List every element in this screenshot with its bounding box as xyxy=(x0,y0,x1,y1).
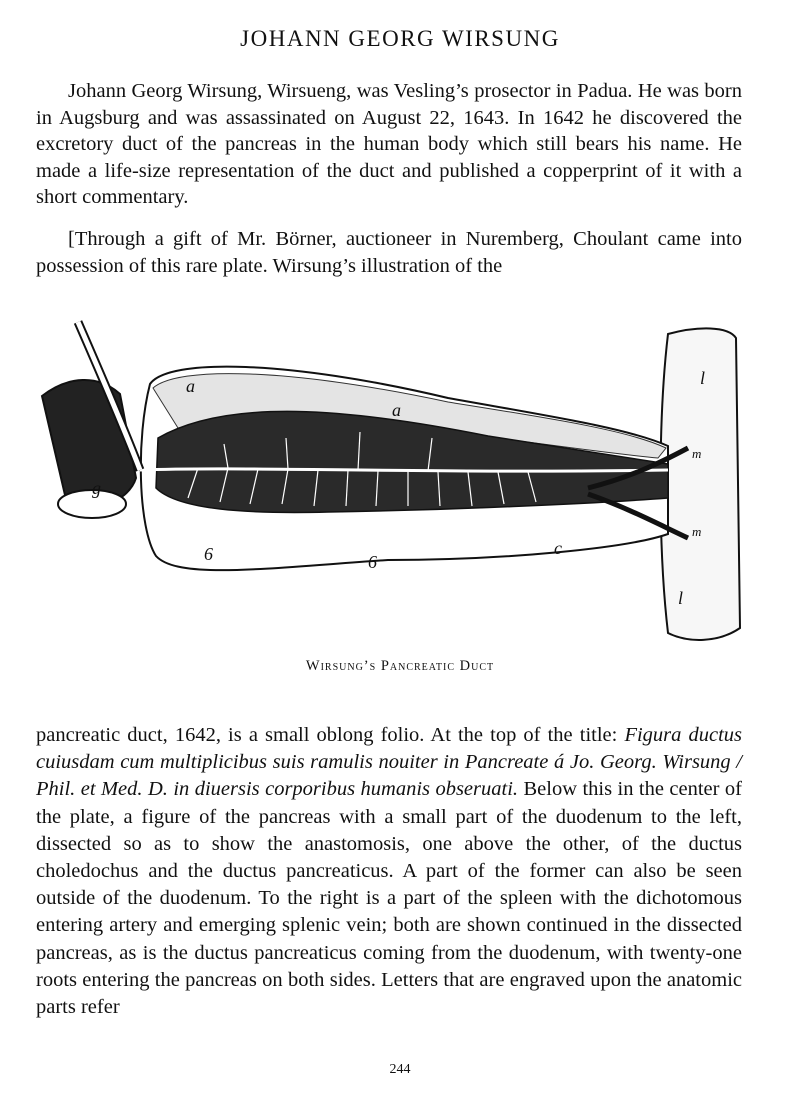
label-m1: m xyxy=(692,446,702,461)
label-l1: l xyxy=(700,368,706,388)
label-b2: 6 xyxy=(368,552,377,572)
label-l2: l xyxy=(678,588,684,608)
paragraph-choulant: [Through a gift of Mr. Börner, auctioneer in Nuremberg, Choulant came into possession of this rare plate. Wirsung’s illustration of the xyxy=(36,228,742,277)
latin-title: Figura ductus cuiusdam cum multiplicibus suis ramulis nouiter in Pancreate á Jo. Georg. Wirsung / Phil. et Med. D. in diuersis corporibus humanis obseruati. xyxy=(36,724,743,801)
pancreatic-duct-engraving xyxy=(28,298,748,650)
label-m2: m xyxy=(692,524,702,539)
paragraph-biography: Johann Georg Wirsung, Wirsueng, was Vesling’s prosector in Padua. He was born in Augsburg and was assassinated on August 22, 1643. In 1642 he discovered the excretory duct of the pancreas in the human body which still bears his name. He made a life-size representation of the duct and published a copperprint of it with a short commentary. xyxy=(36,80,742,208)
page-number: 244 xyxy=(389,1062,411,1077)
anatomical-illustration xyxy=(28,298,748,650)
label-a2: a xyxy=(392,400,401,420)
label-a1: a xyxy=(186,376,195,396)
label-b1: 6 xyxy=(204,544,213,564)
paragraph-plate-description xyxy=(36,722,742,1021)
chapter-heading: JOHANN GEORG WIRSUNG xyxy=(240,26,560,51)
para3-lead: pancreatic duct, 1642, is a small oblong folio. At the top of the title: xyxy=(36,724,625,746)
figure-caption: Wirsung’s Pancreatic Duct xyxy=(305,658,495,674)
para3-rest: Below this in the center of the plate, a figure of the pancreas with a small part of the duodenum to the left, dissected so as to show the anastomosis, one above the other, of the ductus choledochus and the ductus pancreaticus. A part of the former can also be seen outside of the duodenum. To the right is a part of the spleen with the dichotomous entering artery and emerging splenic vein; both are shown continued in the dissected pancreas, as is the ductus pancreaticus coming from the duodenum, with twenty-one roots entering the pancreas on both sides. Letters that are engraved upon the anatomic parts refer xyxy=(36,778,742,1019)
label-c: c xyxy=(554,538,562,558)
label-g: g xyxy=(92,478,101,498)
